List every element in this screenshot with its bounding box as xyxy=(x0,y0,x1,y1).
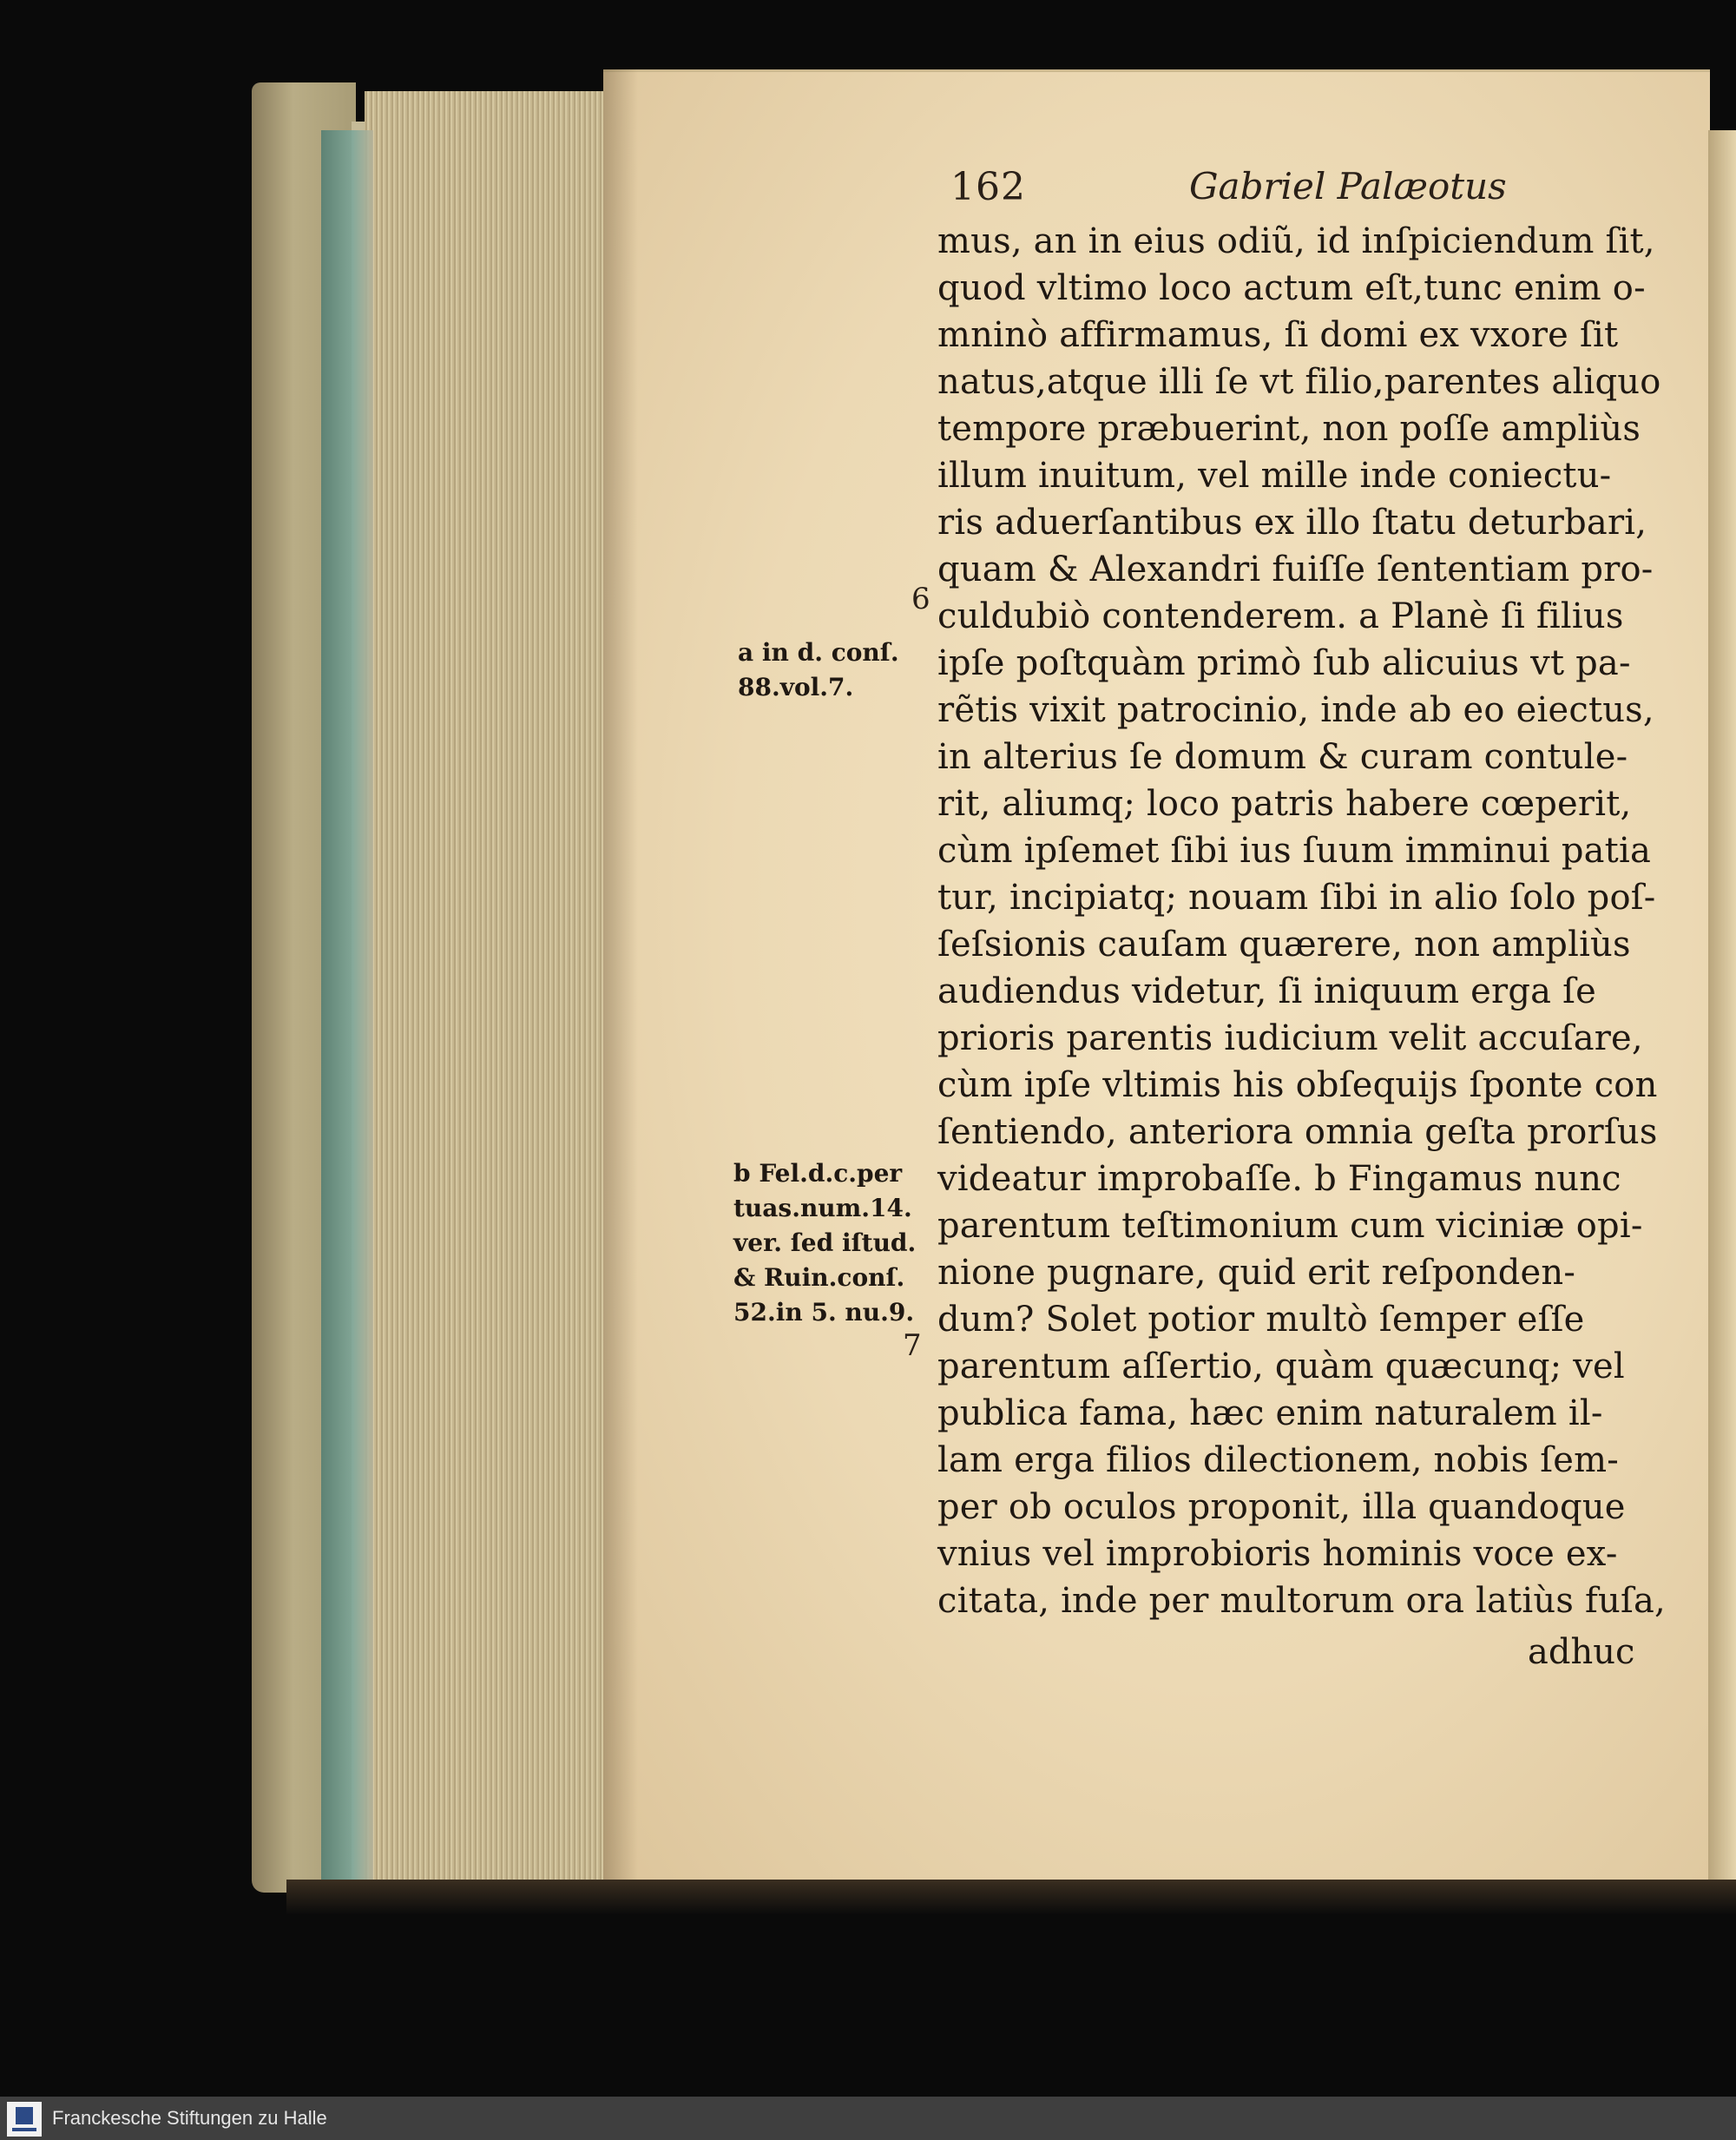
text-line: lam erga filios dilectionem, nobis ſem- xyxy=(937,1440,1619,1480)
text-line: parentum aſſertio, quàm quæcunq; vel xyxy=(937,1347,1625,1386)
margin-note-b: tuas.num.14. xyxy=(733,1194,912,1222)
text-line: in alterius ſe domum & curam contule- xyxy=(937,737,1628,777)
gutter-shadow xyxy=(603,69,638,1906)
text-line: per ob oculos proponit, illa quandoque xyxy=(937,1487,1626,1527)
running-head: Gabriel Palæotus xyxy=(1189,165,1507,207)
text-line: natus,atque illi ſe vt filio,parentes aliquo xyxy=(937,362,1661,402)
page-block-shading xyxy=(321,130,373,1884)
text-line: tempore præbuerint, non poſſe ampliùs xyxy=(937,409,1641,449)
margin-note-b: ver. ſed iſtud. xyxy=(733,1228,917,1257)
facing-page-edge xyxy=(1708,130,1736,1901)
text-line: illum inuitum, vel mille inde coniectu- xyxy=(937,456,1612,496)
page-block-edges xyxy=(365,91,603,1884)
text-line: citata, inde per multorum ora latiùs fuſa, xyxy=(937,1581,1666,1621)
text-line: ſentiendo, anteriora omnia geſta prorſus xyxy=(937,1112,1658,1152)
text-line: rẽtis vixit patrocinio, inde ab eo eiectus, xyxy=(937,690,1654,730)
margin-note-a: 88.vol.7. xyxy=(738,673,854,701)
text-line: prioris parentis iudicium velit accuſare, xyxy=(937,1018,1643,1058)
text-line: tur, incipiatq; nouam ſibi in alio ſolo poſ- xyxy=(937,878,1656,918)
logo-bar xyxy=(12,2128,36,2131)
text-line: mninò affirmamus, ſi domi ex vxore ſit xyxy=(937,315,1619,355)
text-line: quod vltimo loco actum eſt,tunc enim o- xyxy=(937,268,1646,308)
institution-logo-icon xyxy=(7,2102,42,2137)
text-line: rit, aliumq; loco patris habere cœperit, xyxy=(937,784,1632,824)
text-line: culdubiò contenderem. a Planè ſi filius xyxy=(937,596,1624,636)
catchword: adhuc xyxy=(1528,1632,1635,1672)
margin-note-b: 52.in 5. nu.9. xyxy=(733,1298,915,1327)
margin-note-a: a in d. conſ. xyxy=(738,638,899,667)
text-line: dum? Solet potior multò ſemper eſſe xyxy=(937,1300,1585,1340)
logo-mark xyxy=(16,2107,33,2124)
footer-label: Franckesche Stiftungen zu Halle xyxy=(52,2107,327,2129)
text-line: vnius vel improbioris hominis voce ex- xyxy=(937,1534,1618,1574)
text-line: nione pugnare, quid erit reſponden- xyxy=(937,1253,1576,1293)
page-number: 162 xyxy=(950,165,1026,209)
text-line: videatur improbaſſe. b Fingamus nunc xyxy=(937,1159,1621,1199)
footer-bar xyxy=(0,2097,1736,2140)
text-line: parentum teſtimonium cum viciniæ opi- xyxy=(937,1206,1643,1246)
text-line: ipſe poſtquàm primò ſub alicuius vt pa- xyxy=(937,643,1631,683)
section-number: 6 xyxy=(911,582,930,616)
section-number: 7 xyxy=(903,1328,922,1363)
text-line: ſeſsionis cauſam quærere, non ampliùs xyxy=(937,925,1631,965)
text-line: audiendus videtur, ſi iniquum erga ſe xyxy=(937,971,1596,1011)
text-line: mus, an in eius odiũ, id inſpiciendum ſit, xyxy=(937,221,1655,261)
text-line: cùm ipſemet ſibi ius ſuum imminui patia xyxy=(937,831,1651,871)
text-line: ris aduerſantibus ex illo ſtatu deturbari, xyxy=(937,503,1647,543)
margin-note-b: b Fel.d.c.per xyxy=(733,1159,903,1188)
text-line: publica fama, hæc enim naturalem il- xyxy=(937,1393,1603,1433)
margin-note-b: & Ruin.conſ. xyxy=(733,1263,905,1292)
bottom-board xyxy=(286,1880,1736,1914)
text-line: quam & Alexandri fuiſſe ſententiam pro- xyxy=(937,550,1654,589)
text-line: cùm ipſe vltimis his obſequijs ſponte con xyxy=(937,1065,1658,1105)
